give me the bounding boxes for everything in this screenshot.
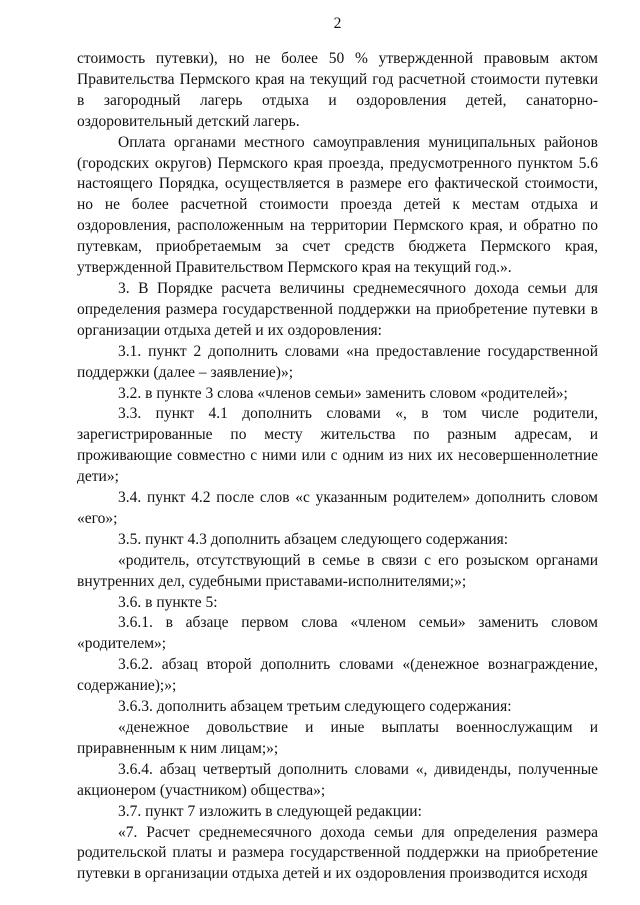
paragraph-travel-payment: Оплата органами местного самоуправления муниципальных районов (городских округов) Пермского края проезда, предусмотренного пунктом 5.6 настоящего Порядка, осуществляется в размере его фактической стоимости, но не более расчетной стоимости проезда детей к местам отдыха и оздоровления, расположенным на территории Пермского края, и обратно по путевкам, приобретаемым за счет средств бюджета Пермского края, утвержденной Правительством Пермского края на текущий год.». [77, 133, 598, 277]
paragraph-item-3-2: 3.2. в пункте 3 слова «членов семьи» заменить словом «родителей»; [118, 384, 568, 402]
paragraph-item-3: 3. В Порядке расчета величины среднемесячного дохода семьи для определения размера государственной поддержки на приобретение путевки в организации отдыха детей и их оздоровления: [77, 279, 598, 339]
paragraph-item-3-5: 3.5. пункт 4.3 дополнить абзацем следующего содержания: [118, 530, 509, 548]
paragraph-item-3-6: 3.6. в пункте 5: [118, 593, 218, 611]
paragraph-item-3-1: 3.1. пункт 2 дополнить словами «на предоставление государственной поддержки (далее – заявление)»; [77, 342, 598, 381]
document-body [77, 49, 598, 885]
paragraph-item-3-6-4: 3.6.4. абзац четвертый дополнить словами «, дивиденды, полученные акционером (участником) общества»; [77, 760, 598, 799]
paragraph-item-3-6-2: 3.6.2. абзац второй дополнить словами «(денежное вознаграждение, содержание);»; [77, 656, 598, 695]
paragraph-continuation: стоимость путевки), но не более 50 % утвержденной правовым актом Правительства Пермского края на текущий год расчетной стоимости путевки в загородный лагерь отдыха и оздоровления детей, санаторно-оздоровительный детский лагерь. [77, 50, 598, 130]
paragraph-item-3-5-quote: «родитель, отсутствующий в семье в связи с его розыском органами внутренних дел, судебными приставами-исполнителями;»; [77, 551, 598, 590]
paragraph-item-3-3: 3.3. пункт 4.1 дополнить словами «, в том числе родители, зарегистрированные по месту жительства по разным адресам, и проживающие совместно с ними или с одним из них их несовершеннолетние дети»; [77, 405, 598, 486]
paragraph-item-3-6-1: 3.6.1. в абзаце первом слова «членом семьи» заменить словом «родителем»; [77, 614, 598, 653]
paragraph-item-3-6-3-quote: «денежное довольствие и иные выплаты военнослужащим и приравненным к ним лицам;»; [77, 719, 598, 757]
paragraph-item-3-7: 3.7. пункт 7 изложить в следующей редакции: [118, 802, 422, 820]
paragraph-item-3-7-quote: «7. Расчет среднемесячного дохода семьи для определения размера родительской платы и размера государственной поддержки на приобретение путевки в организации отдыха детей и их оздоровления производится исходя [77, 823, 598, 883]
paragraph-item-3-6-3: 3.6.3. дополнить абзацем третьим следующего содержания: [118, 698, 512, 716]
page-number: 2 [333, 15, 342, 32]
paragraph-item-3-4: 3.4. пункт 4.2 после слов «с указанным родителем» дополнить словом «его»; [77, 489, 598, 527]
